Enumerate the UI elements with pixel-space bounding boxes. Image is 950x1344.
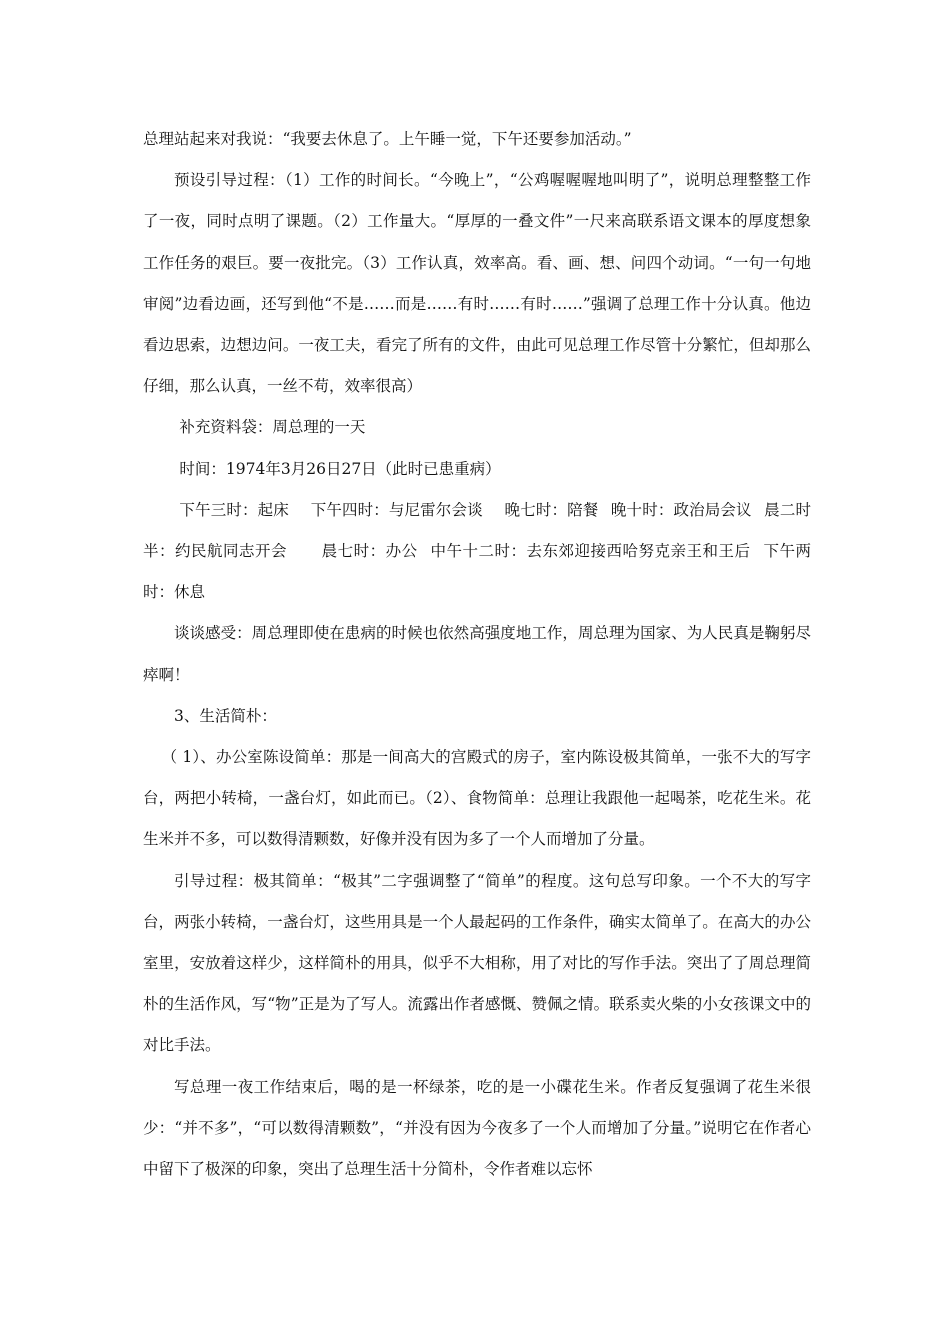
schedule-item: 晨二时半：约民航同志开会	[143, 500, 811, 561]
schedule-item: 下午四时：与尼雷尔会谈	[310, 500, 483, 519]
paragraph: 谈谈感受：周总理即使在患病的时候也依然高强度地工作，周总理为国家、为人民真是鞠躬尽瘁啊！	[143, 624, 811, 684]
schedule-paragraph	[143, 490, 811, 614]
paragraph: 引导过程：极其简单：“极其”二字强调整了“简单”的程度。这句总写印象。一个不大的写字台，两张小转椅，一盏台灯，这些用具是一个人最起码的工作条件，确实太简单了。在高大的办公室里，安放着这样少，这样简朴的用具，似乎不大相称，用了对比的写作手法。突出了了周总理简朴的生活作风，写“物”正是为了写人。流露出作者感慨、赞佩之情。联系卖火柴的小女孩课文中的对比手法。	[143, 871, 811, 1055]
schedule-item: 晨七时：办公	[321, 542, 418, 561]
section-heading: 3、生活简朴：	[174, 706, 277, 725]
document-body	[143, 119, 811, 1190]
schedule-item: 晚七时：陪餐	[504, 500, 599, 519]
schedule-item: 晚十时：政治局会议	[610, 500, 752, 519]
paragraph: 预设引导过程：（1）工作的时间长。“今晚上”，“公鸡喔喔喔地叫明了”，说明总理整整工作了一夜，同时点明了课题。（2）工作量大。“厚厚的一叠文件”一尺来高联系语文课本的厚度想象工作任务的艰巨。要一夜批完。（3）工作认真，效率高。看、画、想、问四个动词。“一句一句地审阅”边看边画，还写到他“不是……而是……有时……有时……”强调了总理工作十分认真。他边看边思索，边想边问。一夜工夫，看完了所有的文件，由此可见总理工作尽管十分繁忙，但却那么仔细，那么认真，一丝不苟，效率很高）	[143, 171, 811, 396]
paragraph: 补充资料袋：周总理的一天	[179, 418, 366, 437]
schedule-item: 中午十二时：去东郊迎接西哈努克亲王和王后	[430, 542, 751, 561]
paragraph: 时间：1974年3月26日27日（此时已患重病）	[179, 459, 501, 478]
schedule-item: 下午三时：起床	[179, 500, 289, 519]
paragraph: 总理站起来对我说：“我要去休息了。上午睡一觉，下午还要参加活动。”	[143, 130, 632, 148]
paragraph: 写总理一夜工作结束后，喝的是一杯绿茶，吃的是一小碟花生米。作者反复强调了花生米很少：“并不多”，“可以数得清颗数”，“并没有因为今夜多了一个人而增加了分量。”说明它在作者心中留下了极深的印象，突出了总理生活十分简朴，令作者难以忘怀	[143, 1077, 811, 1179]
schedule-item: 下午两时：休息	[143, 542, 811, 602]
paragraph: （ 1）、办公室陈设简单：那是一间高大的宫殿式的房子，室内陈设极其简单，一张不大的写字台，两把小转椅，一盏台灯，如此而已。（2）、食物简单：总理让我跟他一起喝茶，吃花生米。花生米并不多，可以数得清颗数，好像并没有因为多了一个人而增加了分量。	[143, 748, 811, 849]
